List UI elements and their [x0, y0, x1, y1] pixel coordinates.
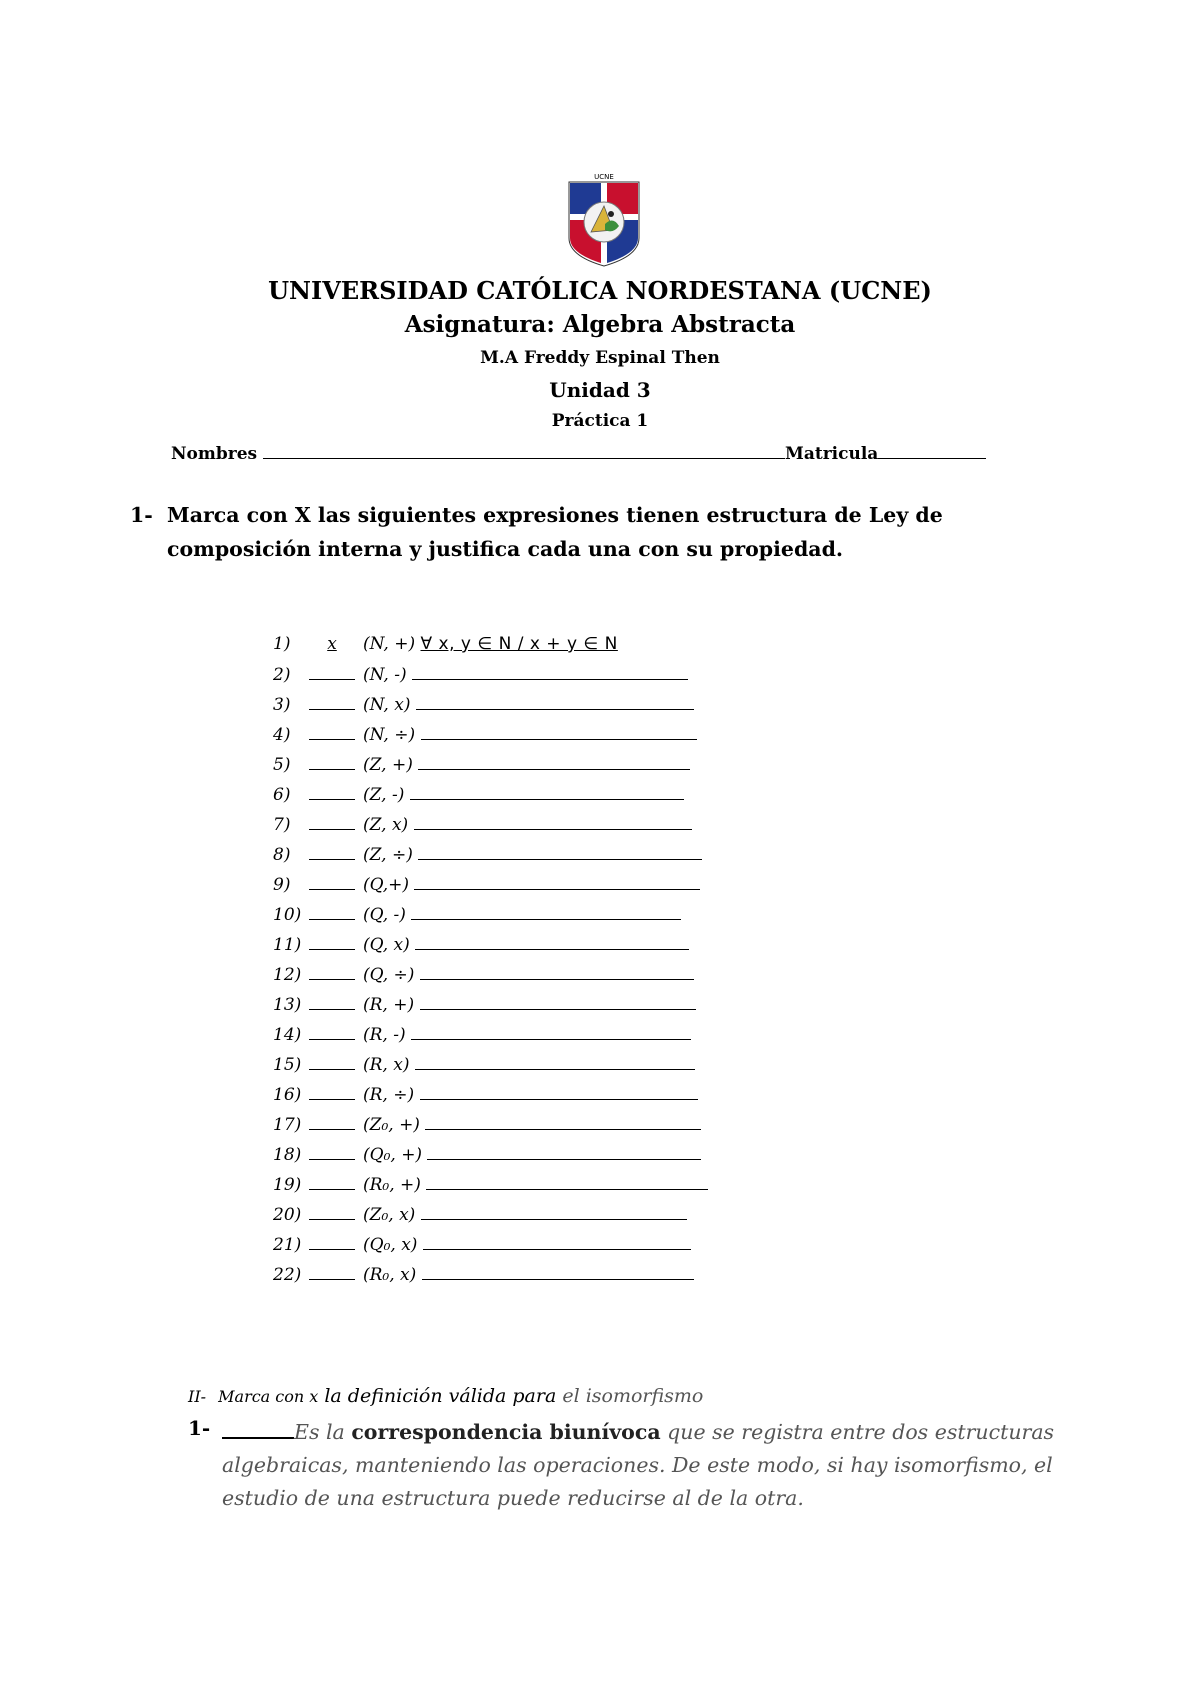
item-expression: (Z, x) — [363, 815, 409, 835]
justification-blank[interactable] — [427, 1139, 701, 1160]
item-number: 18) — [273, 1145, 302, 1165]
item-expression: (Q, ÷) — [363, 965, 415, 985]
item-number: 12) — [273, 965, 302, 985]
item-number: 13) — [273, 995, 302, 1015]
item-number: 22) — [273, 1265, 302, 1285]
expression-item — [273, 929, 708, 959]
justification-blank[interactable] — [420, 959, 694, 980]
expression-item — [273, 1139, 708, 1169]
item-number: 15) — [273, 1055, 302, 1075]
id-blank[interactable] — [878, 440, 986, 459]
answer-blank[interactable] — [309, 749, 355, 770]
item-number: 20) — [273, 1205, 302, 1225]
unit-title: Unidad 3 — [549, 378, 651, 402]
item-expression: (N, x) — [363, 695, 411, 715]
justification-blank[interactable] — [411, 1019, 691, 1040]
definition-text-a: Es la — [294, 1420, 345, 1444]
expression-item — [273, 1049, 708, 1079]
definition-text-b: que se registra entre dos estructuras algebraicas, manteniendo las operaciones. De este modo, si hay isomorfismo, el estudio de una estructura puede reducirse al de la otra. — [222, 1420, 1055, 1510]
item-expression: (Q₀, +) — [363, 1145, 423, 1165]
expression-item — [273, 689, 708, 719]
answer-blank[interactable] — [309, 839, 355, 860]
justification-blank[interactable] — [420, 1079, 698, 1100]
item-number: 14) — [273, 1025, 302, 1045]
expression-item — [273, 779, 708, 809]
item-number: 19) — [273, 1175, 302, 1195]
item-number: 3) — [273, 695, 291, 715]
expression-item — [273, 1259, 708, 1289]
item-expression: (Q₀, x) — [363, 1235, 418, 1255]
answer-blank[interactable] — [309, 1079, 355, 1100]
item-expression: (N, +) — [363, 634, 416, 654]
justification-blank[interactable] — [410, 779, 684, 800]
expression-item — [273, 839, 708, 869]
answer-blank[interactable] — [309, 809, 355, 830]
expression-item — [273, 1199, 708, 1229]
definition-key-term: correspondencia biunívoca — [351, 1420, 661, 1444]
university-logo — [567, 172, 641, 268]
item-number: 16) — [273, 1085, 302, 1105]
definition-answer-blank[interactable] — [222, 1417, 294, 1439]
item-number: 11) — [273, 935, 302, 955]
definition-option — [222, 1416, 1102, 1515]
answer-blank[interactable] — [309, 1049, 355, 1070]
answer-blank[interactable] — [309, 1199, 355, 1220]
item-number: 1) — [273, 634, 291, 654]
item-number: 17) — [273, 1115, 302, 1135]
section-2-heading — [188, 1385, 703, 1407]
question-1-line-1: Marca con X las siguientes expresiones tienen estructura de Ley de — [167, 503, 943, 527]
item-expression: (R, x) — [363, 1055, 410, 1075]
item-justification: ∀ x, y ∈ N / x + y ∈ N — [420, 634, 618, 654]
answer-blank[interactable] — [309, 869, 355, 890]
teacher-name: M.A Freddy Espinal Then — [480, 348, 720, 368]
item-expression: (Z, +) — [363, 755, 413, 775]
justification-blank[interactable] — [412, 659, 688, 680]
justification-blank[interactable] — [414, 869, 700, 890]
item-number: 10) — [273, 905, 302, 925]
item-expression: (Z, ÷) — [363, 845, 413, 865]
answer-blank[interactable] — [309, 1139, 355, 1160]
item-number: 9) — [273, 875, 291, 895]
question-1-line-2: composición interna y justifica cada una con su propiedad. — [167, 537, 844, 561]
answer-mark[interactable]: x — [327, 634, 337, 654]
justification-blank[interactable] — [415, 929, 689, 950]
section-2-prefix: II- — [188, 1387, 207, 1406]
expression-item — [273, 659, 708, 689]
item-expression: (Q, x) — [363, 935, 410, 955]
definition-number: 1- — [188, 1416, 211, 1440]
logo-label: UCNE — [594, 173, 614, 181]
answer-blank[interactable] — [309, 929, 355, 950]
justification-blank[interactable] — [423, 1229, 691, 1250]
university-name: UNIVERSIDAD CATÓLICA NORDESTANA (UCNE) — [268, 276, 932, 305]
section-2-part-b: la definición válida para — [324, 1385, 557, 1407]
item-number: 7) — [273, 815, 291, 835]
item-expression: (R₀, x) — [363, 1265, 417, 1285]
justification-blank[interactable] — [414, 809, 692, 830]
justification-blank[interactable] — [416, 689, 694, 710]
expression-item — [273, 1079, 708, 1109]
subject-title: Asignatura: Algebra Abstracta — [404, 311, 796, 338]
student-info-line — [171, 440, 986, 464]
expression-item — [273, 749, 708, 779]
names-blank[interactable] — [263, 440, 785, 459]
item-expression: (N, -) — [363, 665, 407, 685]
item-expression: (Q, -) — [363, 905, 406, 925]
expression-list — [273, 629, 708, 1289]
item-number: 8) — [273, 845, 291, 865]
answer-blank[interactable] — [309, 1169, 355, 1190]
item-expression: (R, -) — [363, 1025, 406, 1045]
answer-blank[interactable] — [309, 1019, 355, 1040]
item-number: 4) — [273, 725, 291, 745]
answer-blank[interactable] — [309, 719, 355, 740]
item-expression: (R₀, +) — [363, 1175, 421, 1195]
expression-item — [273, 809, 708, 839]
expression-item — [273, 899, 708, 929]
question-1-number: 1- — [130, 503, 153, 527]
item-expression: (R, +) — [363, 995, 415, 1015]
answer-blank[interactable] — [309, 989, 355, 1010]
item-number: 2) — [273, 665, 291, 685]
names-label: Nombres — [171, 444, 258, 464]
section-2-part-a: Marca con x — [218, 1387, 319, 1406]
justification-blank[interactable] — [415, 1049, 695, 1070]
justification-blank[interactable] — [426, 1169, 708, 1190]
item-number: 5) — [273, 755, 291, 775]
answer-blank[interactable] — [309, 659, 355, 680]
justification-blank[interactable] — [420, 989, 696, 1010]
answer-blank[interactable] — [309, 959, 355, 980]
justification-blank[interactable] — [411, 899, 681, 920]
item-expression: (N, ÷) — [363, 725, 416, 745]
item-expression: (Z₀, +) — [363, 1115, 420, 1135]
expression-item — [273, 869, 708, 899]
justification-blank[interactable] — [418, 839, 702, 860]
item-expression: (Q,+) — [363, 875, 410, 895]
justification-blank[interactable] — [421, 1199, 687, 1220]
answer-blank[interactable] — [309, 1109, 355, 1130]
answer-blank[interactable] — [309, 1229, 355, 1250]
answer-blank[interactable] — [309, 689, 355, 710]
answer-blank[interactable] — [309, 1259, 355, 1280]
item-number: 21) — [273, 1235, 302, 1255]
item-expression: (Z, -) — [363, 785, 405, 805]
section-2-part-c: el isomorfismo — [562, 1385, 704, 1407]
item-number: 6) — [273, 785, 291, 805]
expression-item — [273, 629, 708, 659]
expression-item — [273, 719, 708, 749]
answer-blank[interactable] — [309, 899, 355, 920]
justification-blank[interactable] — [425, 1109, 701, 1130]
item-expression: (Z₀, x) — [363, 1205, 416, 1225]
expression-item — [273, 1169, 708, 1199]
expression-item — [273, 1019, 708, 1049]
justification-blank[interactable] — [421, 719, 697, 740]
id-label: Matricula — [785, 444, 879, 464]
expression-item — [273, 989, 708, 1019]
justification-blank[interactable] — [418, 749, 690, 770]
justification-blank[interactable] — [422, 1259, 694, 1280]
expression-item — [273, 1109, 708, 1139]
expression-item — [273, 959, 708, 989]
practice-title: Práctica 1 — [551, 411, 649, 431]
item-expression: (R, ÷) — [363, 1085, 415, 1105]
expression-item — [273, 1229, 708, 1259]
answer-blank[interactable] — [309, 779, 355, 800]
